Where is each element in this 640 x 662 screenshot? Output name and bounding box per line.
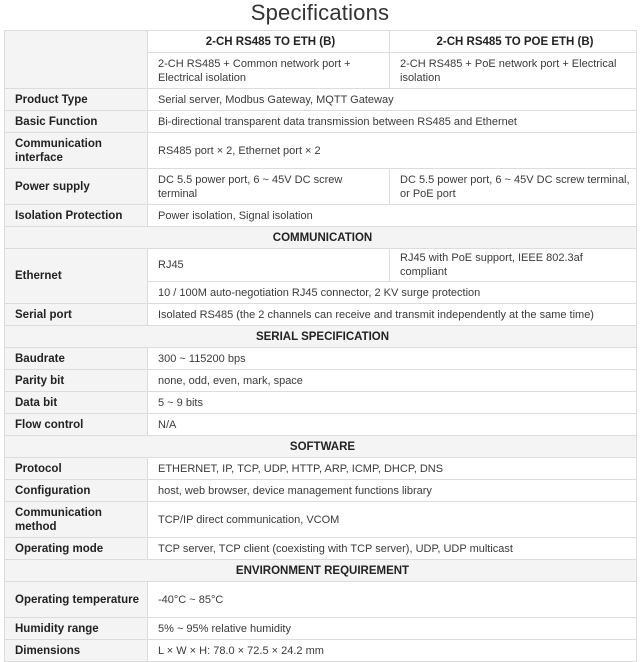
table-row [5,370,637,392]
row-label: Basic Function [5,111,148,133]
table-row [5,89,637,111]
row-label: Ethernet [5,249,148,304]
row-value: L × W × H: 78.0 × 72.5 × 24.2 mm [148,640,637,662]
table-row [5,205,637,227]
row-label: Operating temperature [5,582,148,618]
row-value: TCP/IP direct communication, VCOM [148,502,637,538]
table-row [5,538,637,560]
column-header-poe: 2-CH RS485 TO POE ETH (B) [390,31,637,53]
row-label: Communication interface [5,133,148,169]
section-header-software: SOFTWARE [5,436,637,458]
row-value: N/A [148,414,637,436]
spec-table [4,30,637,662]
row-value: RS485 port × 2, Ethernet port × 2 [148,133,637,169]
table-row [5,480,637,502]
row-label: Power supply [5,169,148,205]
row-label: Operating mode [5,538,148,560]
table-row [5,348,637,370]
row-label: Dimensions [5,640,148,662]
section-header-row [5,560,637,582]
row-value: Bi-directional transparent data transmission between RS485 and Ethernet [148,111,637,133]
table-row [5,458,637,480]
row-value: 10 / 100M auto-negotiation RJ45 connector, 2 KV surge protection [148,282,637,304]
row-label: Flow control [5,414,148,436]
description-eth: 2-CH RS485 + Common network port + Electrical isolation [148,53,390,89]
section-header-row [5,326,637,348]
row-label: Humidity range [5,618,148,640]
table-row [5,304,637,326]
corner-cell [5,31,148,89]
row-value: 300 ~ 115200 bps [148,348,637,370]
row-value-eth: DC 5.5 power port, 6 ~ 45V DC screw terminal [148,169,390,205]
table-row [5,111,637,133]
table-row [5,414,637,436]
row-label: Baudrate [5,348,148,370]
table-row [5,640,637,662]
table-row [5,249,637,282]
row-label: Protocol [5,458,148,480]
row-label: Isolation Protection [5,205,148,227]
row-label: Product Type [5,89,148,111]
table-row [5,502,637,538]
row-value: host, web browser, device management functions library [148,480,637,502]
row-value: Power isolation, Signal isolation [148,205,637,227]
page-title: Specifications [250,0,390,25]
row-value: TCP server, TCP client (coexisting with TCP server), UDP, UDP multicast [148,538,637,560]
description-poe: 2-CH RS485 + PoE network port + Electrical isolation [390,53,637,89]
table-row [5,618,637,640]
column-header-eth: 2-CH RS485 TO ETH (B) [148,31,390,53]
table-row [5,392,637,414]
row-value-poe: RJ45 with PoE support, IEEE 802.3af compliant [390,249,637,282]
table-row [5,133,637,169]
section-header-serial: SERIAL SPECIFICATION [5,326,637,348]
row-label: Parity bit [5,370,148,392]
table-row [5,582,637,618]
table-row [5,31,637,53]
row-value-poe: DC 5.5 power port, 6 ~ 45V DC screw terminal, or PoE port [390,169,637,205]
row-value: 5 ~ 9 bits [148,392,637,414]
row-value: ETHERNET, IP, TCP, UDP, HTTP, ARP, ICMP, DHCP, DNS [148,458,637,480]
row-value: Isolated RS485 (the 2 channels can receive and transmit independently at the same time) [148,304,637,326]
row-value-eth: RJ45 [148,249,390,282]
row-value: none, odd, even, mark, space [148,370,637,392]
row-label: Data bit [5,392,148,414]
row-label: Communication method [5,502,148,538]
table-row [5,169,637,205]
section-header-environment: ENVIRONMENT REQUIREMENT [5,560,637,582]
row-label: Configuration [5,480,148,502]
section-header-communication: COMMUNICATION [5,227,637,249]
row-value: Serial server, Modbus Gateway, MQTT Gateway [148,89,637,111]
row-label: Serial port [5,304,148,326]
row-value: 5% ~ 95% relative humidity [148,618,637,640]
section-header-row [5,436,637,458]
row-value: -40°C ~ 85°C [148,582,637,618]
section-header-row [5,227,637,249]
